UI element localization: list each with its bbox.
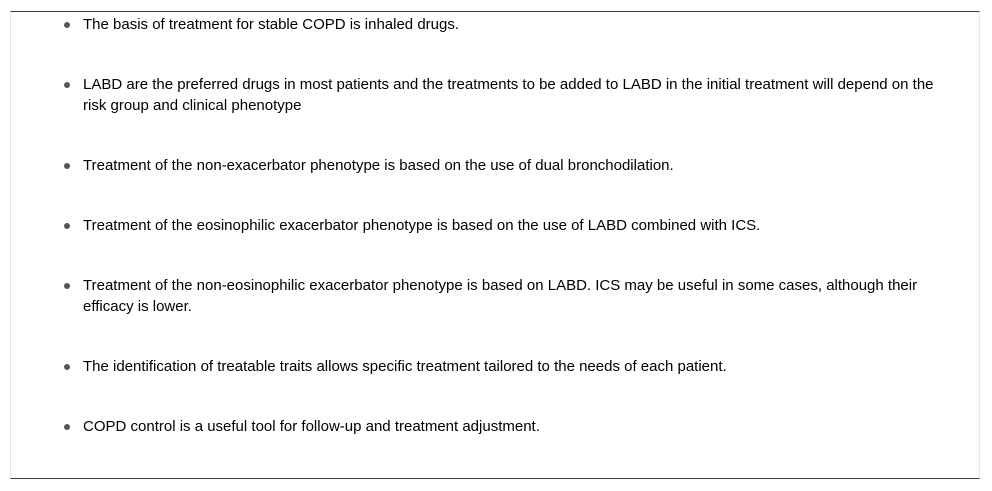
list-item: [83, 155, 949, 176]
bullet-icon: [64, 424, 70, 430]
bullet-icon: [64, 364, 70, 370]
bullet-icon: [64, 223, 70, 229]
bullet-icon: [64, 82, 70, 88]
list-item-text: LABD are the preferred drugs in most patients and the treatments to be added to LABD in the initial treatment will depend on the risk group and clinical phenotype: [83, 76, 934, 114]
list-item-text: The identification of treatable traits allows specific treatment tailored to the needs of each patient.: [83, 358, 727, 375]
list-item: [83, 356, 949, 377]
bullet-icon: [64, 22, 70, 28]
bullet-icon: [64, 163, 70, 169]
key-points-panel: [10, 11, 980, 479]
list-item: [83, 14, 949, 35]
list-item-text: The basis of treatment for stable COPD is inhaled drugs.: [83, 16, 460, 33]
list-item: [83, 215, 949, 236]
list-item: [83, 275, 949, 317]
list-item-text: Treatment of the non-eosinophilic exacerbator phenotype is based on LABD. ICS may be useful in some cases, although their efficacy is lower.: [83, 277, 918, 315]
list-item-text: Treatment of the eosinophilic exacerbator phenotype is based on the use of LABD combined with ICS.: [83, 217, 761, 234]
list-item: [83, 74, 949, 116]
list-item-text: Treatment of the non-exacerbator phenotype is based on the use of dual bronchodilation.: [83, 157, 674, 174]
list-item: [83, 416, 949, 437]
bullet-icon: [64, 283, 70, 289]
list-item-text: COPD control is a useful tool for follow-up and treatment adjustment.: [83, 418, 540, 435]
